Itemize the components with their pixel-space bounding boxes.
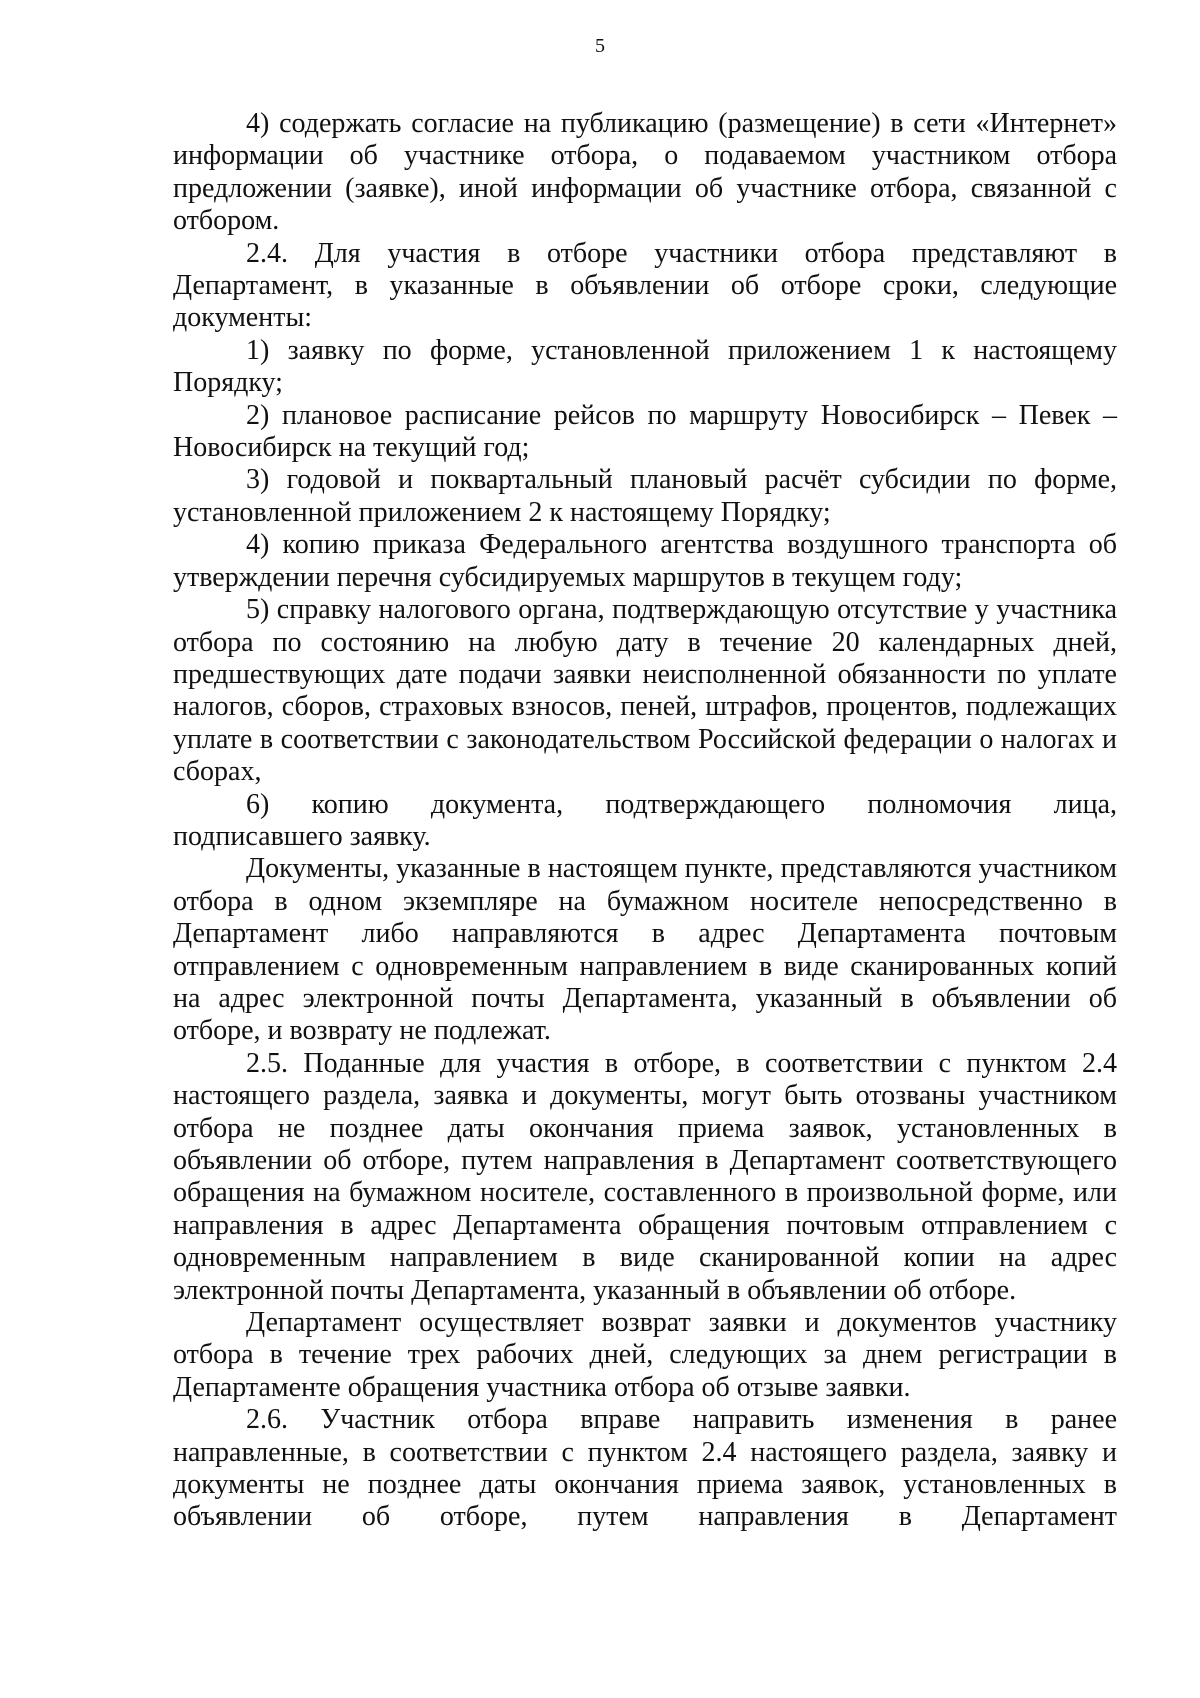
paragraph-documents-submission: Документы, указанные в настоящем пункте, представляются участником отбора в одном экземпляре на бумажном носителе непосредственно в Департамент либо направляются в адрес Департамента почтовым отправлением с одновременным направлением в виде сканированных копий на адрес электронной почты Департамента, указанный в объявлении об отборе, и возврату не подлежат. <box>173 853 1117 1047</box>
document-body <box>173 108 1117 1534</box>
paragraph-2-6: 2.6. Участник отбора вправе направить изменения в ранее направленные, в соответствии с пунктом 2.4 настоящего раздела, заявку и документы не позднее даты окончания приема заявок, установленных в объявлении об отборе, путем направления в Департамент <box>173 1404 1117 1533</box>
list-item-tax-certificate: 5) справку налогового органа, подтверждающую отсутствие у участника отбора по состоянию на любую дату в течение 20 календарных дней, предшествующих дате подачи заявки неисполненной обязанности по уплате налогов, сборов, страховых взносов, пеней, штрафов, процентов, подлежащих уплате в соответствии с законодательством Российской федерации о налогах и сборах, <box>173 594 1117 788</box>
page-number: 5 <box>595 35 605 57</box>
list-item-application-form: 1) заявку по форме, установленной приложением 1 к настоящему Порядку; <box>173 334 1117 399</box>
paragraph-2-4: 2.4. Для участия в отборе участники отбора представляют в Департамент, в указанные в объявлении об отборе сроки, следующие документы: <box>173 237 1117 334</box>
list-item-authority-document: 6) копию документа, подтверждающего полномочия лица, подписавшего заявку. <box>173 788 1117 852</box>
list-item-subsidy-calculation: 3) годовой и поквартальный плановый расчёт субсидии по форме, установленной приложением 2 к настоящему Порядку; <box>173 464 1117 528</box>
list-item-flight-schedule: 2) плановое расписание рейсов по маршруту Новосибирск – Певек – Новосибирск на текущий год; <box>173 399 1117 464</box>
paragraph-return-of-application: Департамент осуществляет возврат заявки и документов участнику отбора в течение трех рабочих дней, следующих за днем регистрации в Департаменте обращения участника отбора об отзыве заявки. <box>173 1307 1117 1403</box>
paragraph-2-5: 2.5. Поданные для участия в отборе, в соответствии с пунктом 2.4 настоящего раздела, заявка и документы, могут быть отозваны участником отбора не позднее даты окончания приема заявок, установленных в объявлении об отборе, путем направления в Департамент соответствующего обращения на бумажном носителе, составленного в произвольной форме, или направления в адрес Департамента обращения почтовым отправлением с одновременным направлением в виде сканированной копии на адрес электронной почты Департамента, указанный в объявлении об отборе. <box>173 1047 1117 1306</box>
list-item-order-copy: 4) копию приказа Федерального агентства воздушного транспорта об утверждении перечня субсидируемых маршрутов в текущем году; <box>173 529 1117 593</box>
paragraph-consent-publication: 4) содержать согласие на публикацию (размещение) в сети «Интернет» информации об участнике отбора, о подаваемом участником отбора предложении (заявке), иной информации об участнике отбора, связанной с отбором. <box>173 108 1117 237</box>
